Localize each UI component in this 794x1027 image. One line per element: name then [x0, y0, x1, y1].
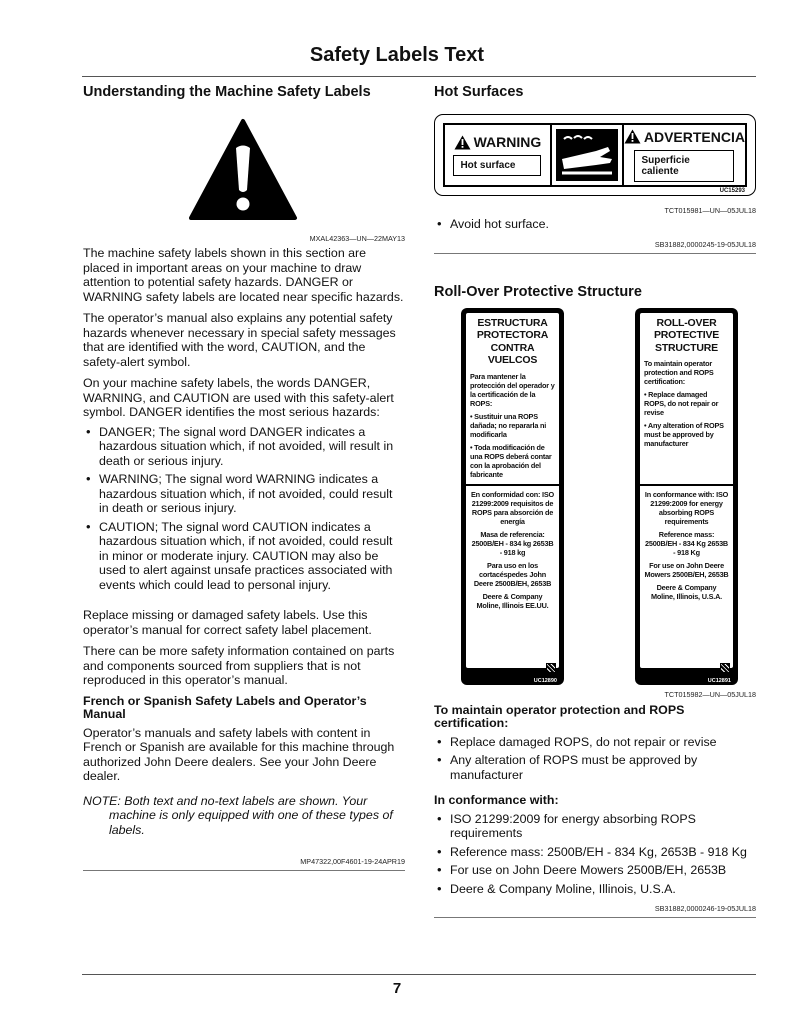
note-line-1: NOTE: Both text and no-text labels are shown. Your [83, 793, 368, 808]
alert-triangle-icon [454, 135, 471, 150]
list-item: • DANGER; The signal word DANGER indicates a hazardous situation which, if not avoided, will result in death or serious injury. [83, 425, 405, 469]
hot-surfaces-heading: Hot Surfaces [434, 84, 524, 100]
list-item: • ISO 21299:2009 for energy absorbing ROPS requirements [434, 812, 756, 841]
advertencia-panel [624, 125, 745, 185]
rops-en-code: UC12891 [707, 677, 731, 684]
hot-ref: SB31882,0000245-19-05JUL18 [654, 239, 756, 249]
list-item: • Avoid hot surface. [434, 217, 756, 232]
title-rule [82, 76, 756, 77]
replace-paragraph: Replace missing or damaged safety labels. Use this operator’s manual for correct safety label placement. [83, 608, 372, 637]
rops-es-code: UC12890 [533, 677, 557, 684]
page-title: Safety Labels Text [309, 44, 485, 66]
hot-surface-pictogram [550, 125, 624, 185]
warning-triangle-icon [188, 118, 298, 222]
list-item: • For use on John Deere Mowers 2500B/EH, 2653B [434, 863, 756, 878]
superficie-text: Superficie caliente [634, 150, 734, 182]
note-line-2: machine is only equipped with one of these types of labels. [109, 808, 393, 837]
hot-surface-label [434, 114, 756, 196]
signal-words-paragraph: On your machine safety labels, the words DANGER, WARNING, and CAUTION are used with this safety-alert symbol. DANGER identifies the most serious hazards: [83, 376, 394, 419]
rops-conformance-heading: In conformance with: [434, 793, 559, 807]
rops-en-title: ROLL-OVER PROTECTIVE STRUCTURE [653, 316, 720, 354]
qr-code-icon [546, 663, 556, 673]
left-footer-ref: MP47322,00F4601-19-24APR19 [300, 857, 405, 866]
bottom-rule [82, 974, 756, 975]
left-column [83, 84, 405, 871]
hand-heat-icon [556, 129, 618, 181]
hot-surface-text: Hot surface [453, 155, 541, 176]
left-rule [83, 870, 405, 871]
french-spanish-paragraph: Operator’s manuals and safety labels with content in French or Spanish are available for this machine through authorized John Deere dealers. See your John Deere dealer. [83, 725, 395, 783]
rops-es-title: ESTRUCTURA PROTECTORA CONTRA VUELCOS [476, 316, 549, 366]
rops-ref: SB31882,0000246-19-05JUL18 [654, 904, 756, 913]
suppliers-paragraph: There can be more safety information contained on parts and components sourced from suppliers that is not reproduced in this operator’s manual. [83, 644, 395, 687]
warning-text: WARNING [473, 134, 542, 150]
figure-caption: MXAL42363—UN—22MAY13 [309, 234, 405, 243]
note [83, 794, 405, 838]
safety-alert-figure [83, 118, 405, 226]
hot-label-code: UC15293 [719, 188, 745, 194]
rops-rule [434, 917, 756, 918]
advertencia-text: ADVERTENCIA [643, 128, 745, 145]
signal-word-list [83, 425, 405, 593]
rops-labels [434, 308, 756, 685]
list-item: • WARNING; The signal word WARNING indicates a hazardous situation which, if not avoided, could result in death or serious injury. [83, 472, 405, 516]
list-item: • Reference mass: 2500B/EH - 834 Kg, 2653B - 918 Kg [434, 845, 756, 860]
page-number: 7 [392, 980, 402, 997]
understanding-heading: Understanding the Machine Safety Labels [83, 84, 371, 100]
list-item: • Any alteration of ROPS must be approved by manufacturer [434, 753, 756, 782]
list-item: • CAUTION; The signal word CAUTION indicates a hazardous situation which, if not avoided, could result in minor or moderate injury. CAUTION may also be used to alert against unsafe practices associated with events which could lead to personal injury. [83, 520, 405, 593]
rops-maintain-heading: To maintain operator protection and ROPS certification: [434, 702, 685, 730]
hot-caption: TCT015981—UN—05JUL18 [664, 206, 756, 215]
rops-heading: Roll-Over Protective Structure [434, 283, 642, 300]
right-column [434, 84, 756, 918]
hot-rule [434, 253, 756, 254]
rops-caption: TCT015982—UN—05JUL18 [664, 689, 756, 699]
french-spanish-heading: French or Spanish Safety Labels and Operator’s Manual [83, 693, 367, 721]
warning-panel [445, 125, 550, 185]
rops-label-spanish: ESTRUCTURA PROTECTORA CONTRA VUELCOS Para mantener la protección del operador y la certificación de la ROPS: • Sustituir una ROPS dañada; no repararla ni modificarla • Toda modificación de una ROPS deberá contar con la aprobación del fabricante En conformidad con: ISO 21299:2009 requisitos de ROPS para absorción de energía Masa de referencia: 2500B/EH - 834 kg 2653B - 918 kg Para uso en los cortacéspedes John Deere 2500B/EH, 2653B Deere & Company Moline, Illinois EE.UU. UC12890 [461, 308, 564, 685]
rops-label-english: ROLL-OVER PROTECTIVE STRUCTURE To maintain operator protection and ROPS certification: • Replace damaged ROPS, do not repair or revise • Any alteration of ROPS must be approved by manufacturer In conformance with: ISO 21299:2009 for energy absorbing ROPS requirements Reference mass: 2500B/EH - 834 Kg 2653B - 918 Kg For use on John Deere Mowers 2500B/EH, 2653B Deere & Company Moline, Illinois, U.S.A. UC12891 [635, 308, 738, 685]
intro-paragraph: The machine safety labels shown in this section are placed in important areas on your machine to draw attention to potential safety hazards. DANGER or WARNING safety labels are located near specific hazards. [83, 246, 404, 304]
qr-code-icon [720, 663, 730, 673]
list-item: • Deere & Company Moline, Illinois, U.S.A. [434, 882, 756, 897]
manual-paragraph: The operator’s manual also explains any potential safety hazards whenever necessary in special safety messages that are identified with the word, CAUTION, and the safety-alert symbol. [83, 311, 396, 369]
alert-triangle-icon [624, 129, 641, 144]
list-item: • Replace damaged ROPS, do not repair or revise [434, 735, 756, 750]
